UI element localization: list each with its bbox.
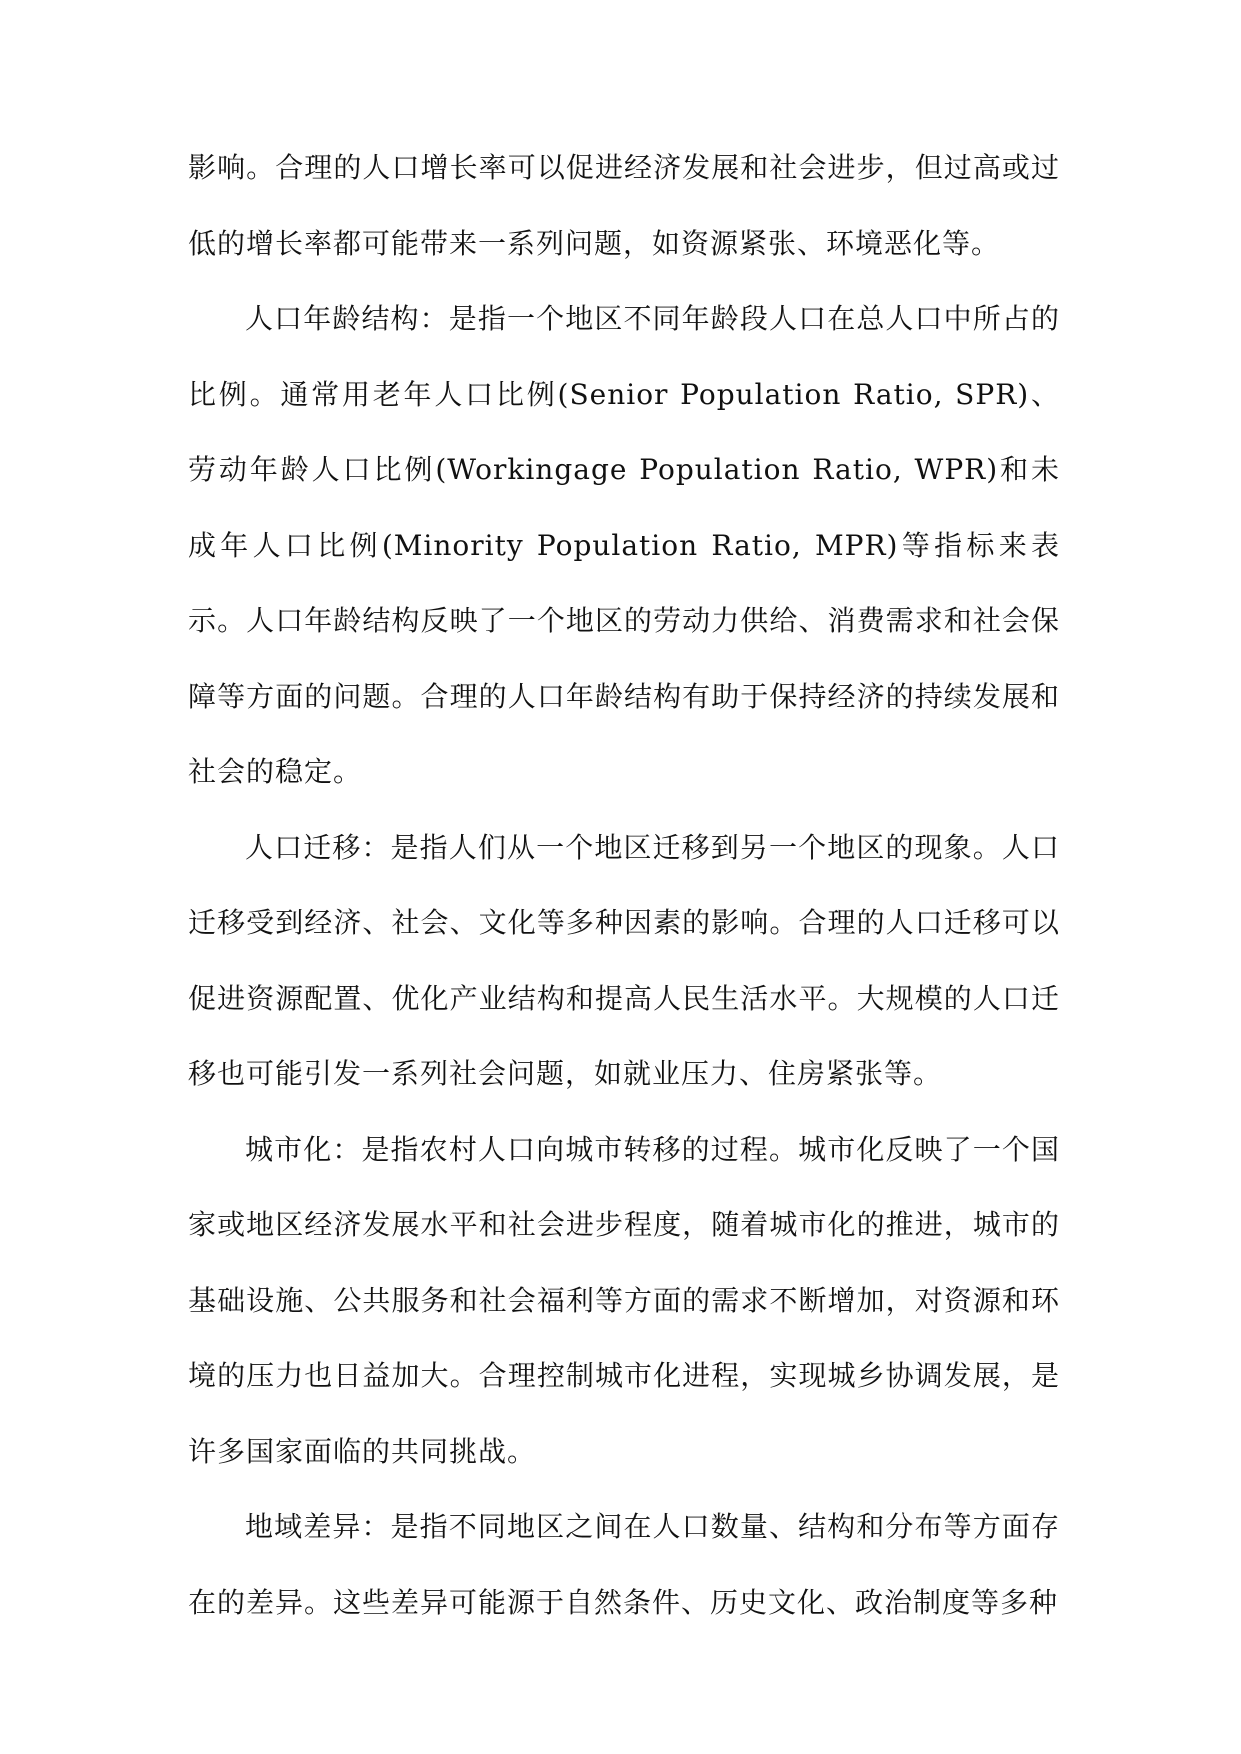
paragraph-migration: 人口迁移：是指人们从一个地区迁移到另一个地区的现象。人口迁移受到经济、社会、文化等多种因素的影响。合理的人口迁移可以促进资源配置、优化产业结构和提高人民生活水平。大规模的人口迁移也可能引发一系列社会问题，如就业压力、住房紧张等。	[188, 830, 1060, 1090]
paragraph-urbanization: 城市化：是指农村人口向城市转移的过程。城市化反映了一个国家或地区经济发展水平和社会进步程度，随着城市化的推进，城市的基础设施、公共服务和社会福利等方面的需求不断增加，对资源和环境的压力也日益加大。合理控制城市化进程，实现城乡协调发展，是许多国家面临的共同挑战。	[188, 1132, 1060, 1468]
paragraph-growth-rate-continued: 影响。合理的人口增长率可以促进经济发展和社会进步，但过高或过低的增长率都可能带来一系列问题，如资源紧张、环境恶化等。	[188, 151, 1060, 260]
paragraph-regional-difference: 地域差异：是指不同地区之间在人口数量、结构和分布等方面存在的差异。这些差异可能源于自然条件、历史文化、政治制度等多种	[188, 1510, 1060, 1619]
paragraph-age-structure: 人口年龄结构：是指一个地区不同年龄段人口在总人口中所占的比例。通常用老年人口比例(Senior Population Ratio, SPR)、劳动年龄人口比例(Workingage Population Ratio, WPR)和未成年人口比例(Minority Population Ratio, MPR)等指标来表示。人口年龄结构反映了一个地区的劳动力供给、消费需求和社会保障等方面的问题。合理的人口年龄结构有助于保持经济的持续发展和社会的稳定。	[188, 302, 1060, 788]
body-text	[188, 130, 1060, 1640]
